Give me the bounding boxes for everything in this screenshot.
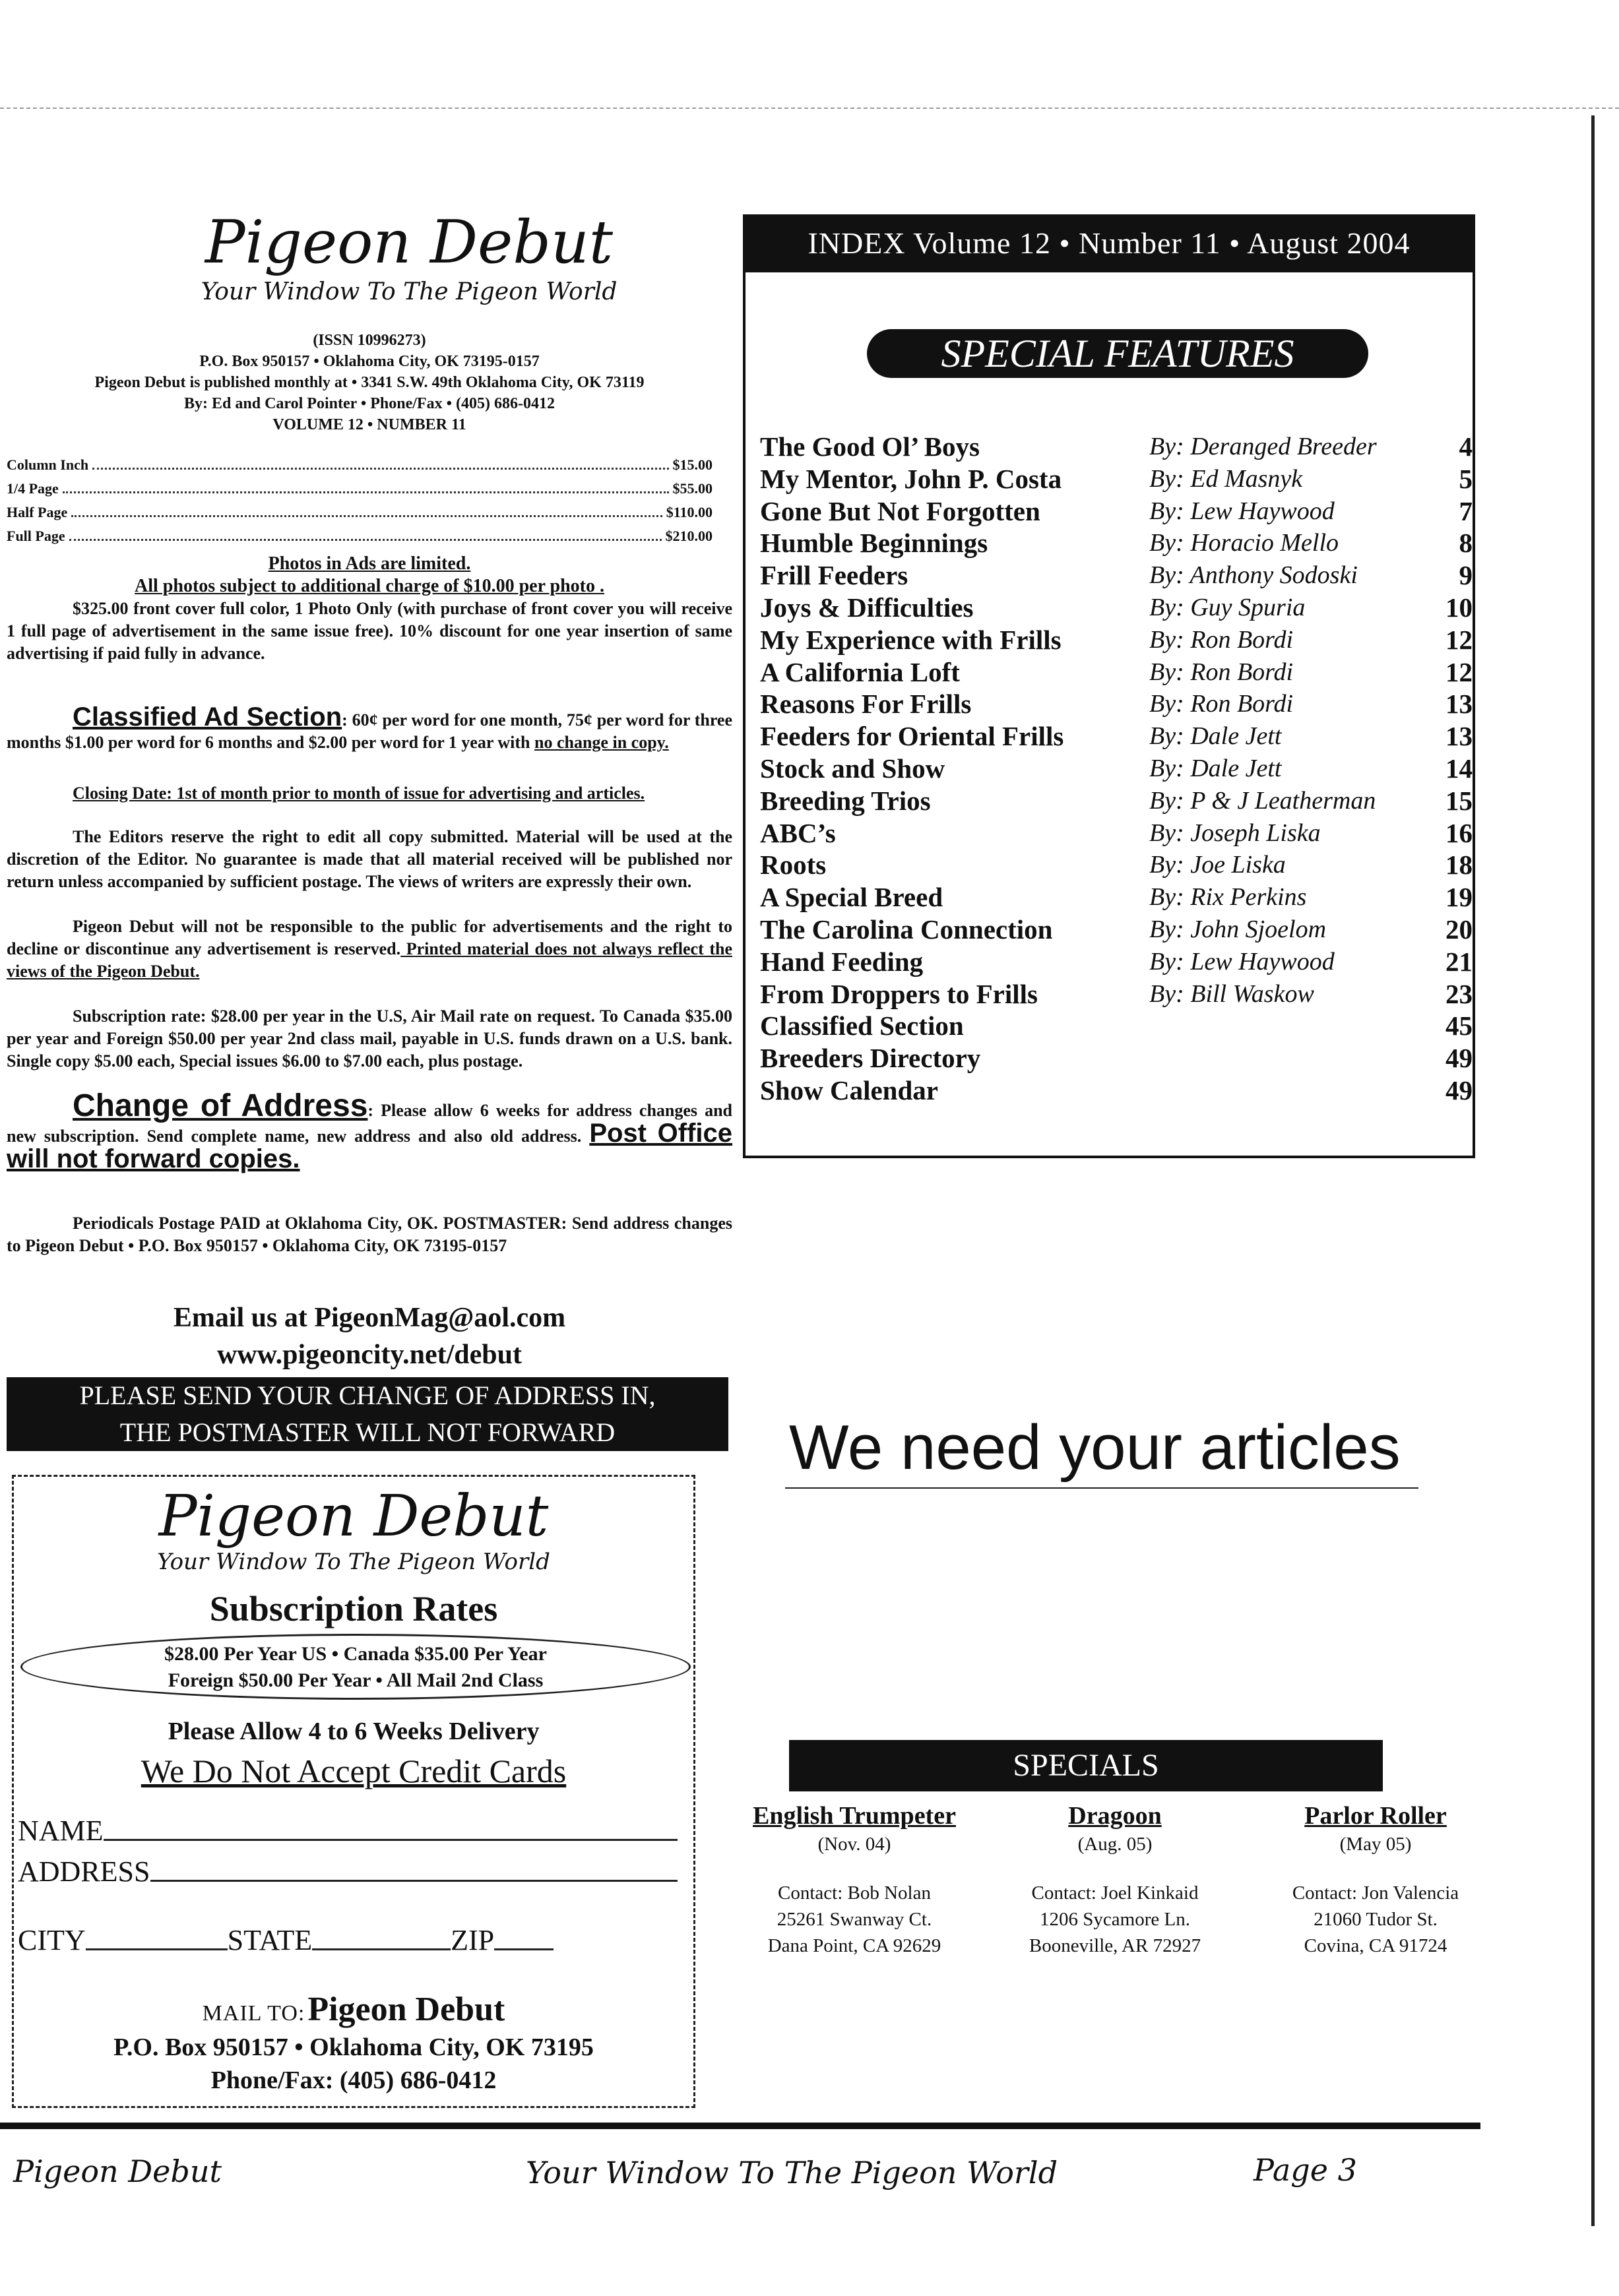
top-dashed-rule xyxy=(0,108,1619,109)
index-entry xyxy=(760,688,1473,720)
index-entry-title: Reasons For Frills xyxy=(760,689,972,720)
index-entry-page: 23 xyxy=(1445,978,1473,1009)
index-entry xyxy=(760,1010,1473,1042)
index-entry-author: By: Lew Haywood xyxy=(1149,947,1335,976)
change-address-banner: PLEASE SEND YOUR CHANGE OF ADDRESS IN, THE POSTMASTER WILL NOT FORWARD xyxy=(7,1377,728,1451)
masthead-title: Pigeon Debut xyxy=(205,208,614,277)
credit-card-note: We Do Not Accept Credit Cards xyxy=(141,1753,567,1789)
index-entry-author: By: Guy Spuria xyxy=(1149,594,1306,621)
index-entry-title: Classified Section xyxy=(760,1010,964,1041)
index-entry xyxy=(760,720,1473,753)
rates-line-1: $28.00 Per Year US • Canada $35.00 Per Year xyxy=(164,1643,547,1665)
index-entry-title: A Special Breed xyxy=(760,882,943,913)
volume-number: VOLUME 12 • NUMBER 11 xyxy=(272,416,466,433)
index-entry xyxy=(760,785,1473,817)
ad-rate-row: Full Page $210.00 xyxy=(7,528,713,544)
postage-text: Periodicals Postage PAID at Oklahoma City, OK. POSTMASTER: Send address changes to Pigeon Debut • P.O. Box 950157 • Oklahoma City, OK 73195-0157 xyxy=(7,1214,732,1255)
rates-line-2: Foreign $50.00 Per Year • All Mail 2nd Class xyxy=(168,1669,544,1691)
mail-address: P.O. Box 950157 • Oklahoma City, OK 73195 xyxy=(113,2033,594,2061)
footer-center: Your Window To The Pigeon World xyxy=(525,2155,1058,2190)
contact-block xyxy=(7,1299,732,1373)
index-entry xyxy=(760,592,1473,624)
city-state-zip-field[interactable]: CITY STATE ZIP xyxy=(18,1917,678,1957)
editors-policy: The Editors reserve the right to edit all copy submitted. Material will be used at the discretion of the Editor. No guarantee is made that all material received will be published nor return unless accompanied by sufficient postage. The views of writers are expressly their own. xyxy=(7,827,732,891)
change-of-address-block: Change of Address: Please allow 6 weeks for address changes and new subscription. Send complete name, new address and also old address. Post Office will not forward copies. xyxy=(7,1088,733,1173)
classified-heading: Classified Ad Section xyxy=(73,702,342,731)
special-features-pill: SPECIAL FEATURES xyxy=(867,329,1368,378)
index-entry xyxy=(760,495,1473,528)
index-entry-page: 13 xyxy=(1445,689,1473,720)
index-entry-page: 49 xyxy=(1445,1075,1473,1105)
footer-page-number: Page 3 xyxy=(1254,2152,1357,2188)
index-entry xyxy=(760,1074,1473,1107)
index-entry xyxy=(760,817,1473,850)
classified-text: : 60¢ per word for one month, 75¢ per word for three months $1.00 per word for 6 months and $2.00 per word for 1 year with xyxy=(7,710,732,752)
address-field[interactable]: ADDRESS xyxy=(18,1849,678,1888)
no-change-note: no change in copy. xyxy=(534,733,669,752)
index-entry-page: 45 xyxy=(1445,1010,1473,1041)
articles-underline xyxy=(785,1487,1418,1489)
index-entry-title: The Carolina Connection xyxy=(760,914,1053,945)
index-entry-page: 19 xyxy=(1445,882,1473,913)
printed-material-note: Printed material does not always reflect the views of the Pigeon Debut. xyxy=(7,939,732,981)
binding-edge-bar xyxy=(1591,115,1595,2226)
index-entry-page: 13 xyxy=(1445,721,1473,752)
index-entry-page: 8 xyxy=(1459,528,1473,559)
ad-rate-row: Column Inch $15.00 xyxy=(7,456,713,473)
index-entry-page: 14 xyxy=(1445,753,1473,784)
index-entry-page: 7 xyxy=(1459,495,1473,526)
phone-fax: Phone/Fax: (405) 686-0412 xyxy=(210,2066,497,2094)
responsibility-policy: Pigeon Debut will not be responsible to the public for advertisements and the right to decline or discontinue any advertisement is reserved. Printed material does not always reflect the views of the Pigeon Debut. xyxy=(7,917,732,981)
index-entry-title: Gone But Not Forgotten xyxy=(760,495,1040,526)
index-entry xyxy=(760,656,1473,689)
index-entry-author: By: John Sjoelom xyxy=(1149,915,1327,943)
index-entry-title: My Mentor, John P. Costa xyxy=(760,463,1062,494)
subscription-rate-text: Subscription rate: $28.00 per year in the U.S, Air Mail rate on request. To Canada $35.00 per year and Foreign $50.00 per year 2nd class mail, payable in U.S. funds drawn on a U.S. bank. Single copy $5.00 each, Special issues $6.00 to $7.00 each, plus postage. xyxy=(7,1007,732,1070)
rates-oval xyxy=(20,1634,691,1700)
closing-date: Closing Date: 1st of month prior to month of issue for advertising and articles. xyxy=(73,784,645,803)
editors-info: By: Ed and Carol Pointer • Phone/Fax • (405) 686-0412 xyxy=(184,395,555,412)
form-tagline: Your Window To The Pigeon World xyxy=(157,1549,550,1575)
footer-rule xyxy=(0,2123,1480,2129)
index-entry-author: By: Horacio Mello xyxy=(1149,529,1339,557)
index-entry-page: 21 xyxy=(1445,946,1473,977)
index-entry xyxy=(760,946,1473,978)
index-entry-page: 12 xyxy=(1445,656,1473,687)
ad-policy-block xyxy=(7,553,732,665)
published-info: Pigeon Debut is published monthly at • 3341 S.W. 49th Oklahoma City, OK 73119 xyxy=(94,374,645,391)
index-entry xyxy=(760,1042,1473,1074)
mail-to-line: MAIL TO: Pigeon Debut xyxy=(202,1991,505,2028)
index-entry xyxy=(760,559,1473,592)
index-entry-author: By: Ron Bordi xyxy=(1149,658,1294,686)
index-entry xyxy=(760,624,1473,656)
index-entry-page: 12 xyxy=(1445,624,1473,655)
index-entry-author: By: Ed Masnyk xyxy=(1149,464,1303,493)
index-entry-page: 49 xyxy=(1445,1043,1473,1074)
index-entry-title: Hand Feeding xyxy=(760,946,924,977)
index-entry-author: By: Rix Perkins xyxy=(1149,883,1307,912)
index-entry xyxy=(760,849,1473,881)
index-entry-title: Frill Feeders xyxy=(760,560,908,591)
index-entry-author: By: Deranged Breeder xyxy=(1149,433,1377,460)
cover-text: $325.00 front cover full color, 1 Photo Only (with purchase of front cover you will receive 1 full page of advertisement in the same issue free). 10% discount for one year insertion of same advertising if paid fully in advance. xyxy=(7,599,732,663)
ad-rate-row: Half Page $110.00 xyxy=(7,504,713,520)
special-item-dragoon: Dragoon (Aug. 05) Contact: Joel Kinkaid 1206 Sycamore Ln. Booneville, AR 72927 xyxy=(1029,1802,1201,1956)
index-entry-title: Humble Beginnings xyxy=(760,528,988,559)
index-entry-author: By: P & J Leatherman xyxy=(1149,786,1376,815)
index-entry-title: ABC’s xyxy=(760,817,836,848)
index-entry xyxy=(760,881,1473,914)
classified-block xyxy=(7,702,732,754)
index-entry xyxy=(760,978,1473,1010)
index-entry-author: By: Lew Haywood xyxy=(1149,497,1335,525)
index-entry-author: By: Bill Waskow xyxy=(1149,979,1314,1008)
index-entry-title: Show Calendar xyxy=(760,1075,938,1105)
index-entry-title: From Droppers to Frills xyxy=(760,978,1038,1009)
index-entry-title: A California Loft xyxy=(760,656,960,687)
photo-charge: All photos subject to additional charge of $10.00 per photo . xyxy=(135,576,604,596)
ad-rates-list xyxy=(7,456,713,551)
masthead-info xyxy=(7,330,732,435)
form-title: Pigeon Debut xyxy=(158,1483,549,1549)
index-entry-page: 16 xyxy=(1445,817,1473,848)
index-entry-title: Stock and Show xyxy=(760,753,945,784)
no-forward-note: Post Office will not forward copies. xyxy=(7,1119,732,1173)
photos-limited: Photos in Ads are limited. xyxy=(268,553,471,574)
index-entry-author: By: Joe Liska xyxy=(1149,851,1286,879)
index-box xyxy=(743,272,1475,1158)
change-address-heading: Change of Address xyxy=(73,1088,368,1123)
index-entry xyxy=(760,527,1473,559)
index-entry xyxy=(760,463,1473,495)
index-entry-title: Joys & Difficulties xyxy=(760,592,974,623)
index-entry-page: 5 xyxy=(1459,463,1473,494)
index-entry-author: By: Joseph Liska xyxy=(1149,819,1321,847)
index-entry-author: By: Dale Jett xyxy=(1149,722,1282,751)
index-entry-title: Breeders Directory xyxy=(760,1043,981,1074)
index-list xyxy=(760,431,1473,1117)
index-entry-page: 15 xyxy=(1445,785,1473,816)
index-entry xyxy=(760,914,1473,946)
issn: (ISSN 10996273) xyxy=(313,332,426,349)
specials-banner: SPECIALS xyxy=(789,1740,1383,1791)
special-item-parlor-roller: Parlor Roller (May 05) Contact: Jon Valencia 21060 Tudor St. Covina, CA 91724 xyxy=(1292,1802,1459,1956)
special-item-english-trumpeter: English Trumpeter (Nov. 04) Contact: Bob Nolan 25261 Swanway Ct. Dana Point, CA 92629 xyxy=(753,1802,956,1956)
ad-rate-row: 1/4 Page $55.00 xyxy=(7,480,713,497)
index-entry xyxy=(760,753,1473,785)
index-entry-title: Feeders for Oriental Frills xyxy=(760,721,1064,752)
index-banner: INDEX Volume 12 • Number 11 • August 2004 xyxy=(743,214,1475,272)
masthead-tagline: Your Window To The Pigeon World xyxy=(201,278,618,305)
index-entry-title: Breeding Trios xyxy=(760,785,931,816)
website-link[interactable]: www.pigeoncity.net/debut xyxy=(216,1340,523,1370)
articles-headline: We need your articles xyxy=(789,1412,1401,1483)
index-entry xyxy=(760,431,1473,463)
email-link[interactable]: Email us at PigeonMag@aol.com xyxy=(173,1303,566,1333)
index-entry-page: 9 xyxy=(1459,560,1473,591)
index-entry-page: 10 xyxy=(1445,592,1473,623)
index-entry-title: My Experience with Frills xyxy=(760,624,1062,655)
delivery-note: Please Allow 4 to 6 Weeks Delivery xyxy=(168,1718,540,1745)
index-entry-title: The Good Ol’ Boys xyxy=(760,431,980,462)
footer-left: Pigeon Debut xyxy=(13,2154,222,2189)
mailing-address: P.O. Box 950157 • Oklahoma City, OK 73195-0157 xyxy=(199,353,540,370)
index-entry-author: By: Ron Bordi xyxy=(1149,625,1294,654)
index-entry-author: By: Ron Bordi xyxy=(1149,690,1294,718)
index-entry-author: By: Anthony Sodoski xyxy=(1149,561,1358,590)
subscription-form xyxy=(12,1475,695,2108)
index-entry-page: 4 xyxy=(1459,431,1473,462)
index-entry-author: By: Dale Jett xyxy=(1149,755,1282,782)
specials-list xyxy=(726,1801,1504,1979)
name-field[interactable]: NAME xyxy=(18,1808,678,1847)
index-entry-page: 20 xyxy=(1445,914,1473,945)
subscription-rates-heading: Subscription Rates xyxy=(209,1589,498,1629)
index-entry-title: Roots xyxy=(760,850,827,881)
index-entry-page: 18 xyxy=(1445,850,1473,881)
